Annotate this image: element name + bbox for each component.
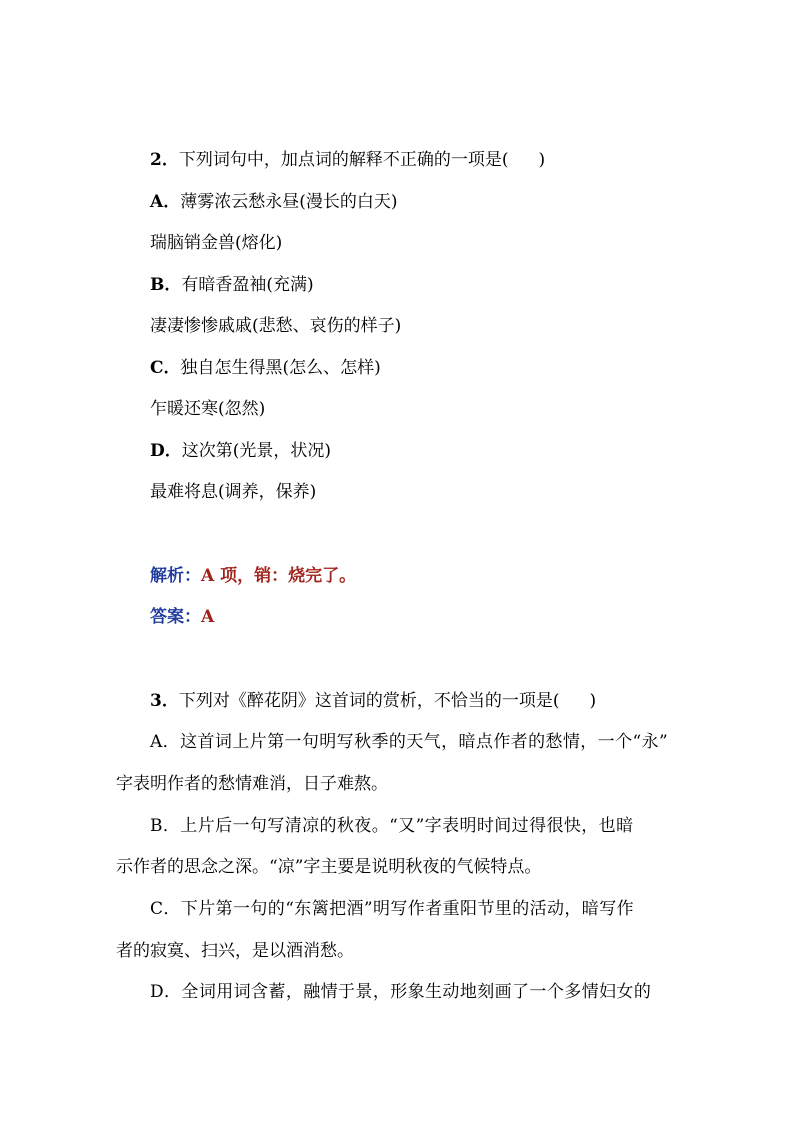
q3-line-a2 <box>116 773 388 795</box>
option-letter: C． <box>150 358 181 378</box>
option-text: 瑞脑销金兽(熔化) <box>150 233 283 253</box>
option-letter: B． <box>150 275 182 295</box>
option-text: 薄雾浓云愁永昼(漫长的白天) <box>180 192 398 212</box>
option-d <box>150 440 331 462</box>
option-letter: D． <box>150 441 182 461</box>
q3-line-c1 <box>150 898 634 920</box>
q3-line-text: A．这首词上片第一句明写秋季的天气，暗点作者的愁情，一个“永” <box>150 732 669 752</box>
answer <box>150 606 214 628</box>
question-stem-text: 下列对《醉花阴》这首词的赏析，不恰当的一项是( <box>178 691 560 711</box>
q3-line-b2 <box>116 856 541 878</box>
option-letter: A． <box>150 192 181 212</box>
option-a <box>150 191 397 213</box>
option-b <box>150 274 314 296</box>
question-number: 3． <box>150 691 179 711</box>
question-stem-end: ) <box>589 691 597 711</box>
option-d-second <box>150 481 316 503</box>
option-text: 有暗香盈袖(充满) <box>181 275 314 295</box>
option-a-second <box>150 232 282 254</box>
analysis <box>150 565 356 587</box>
q3-line-text: 字表明作者的愁情难消，日子难熬。 <box>116 774 388 794</box>
q3-line-text: C．下片第一句的“东篱把酒”明写作者重阳节里的活动，暗写作 <box>150 899 634 919</box>
option-text: 最难将息(调养，保养) <box>150 482 317 502</box>
answer-text: A <box>201 607 215 627</box>
question-number: 2． <box>150 150 179 170</box>
q3-line-text: D．全词用词含蓄，融情于景，形象生动地刻画了一个多情妇女的 <box>150 982 652 1002</box>
option-b-second <box>150 315 401 337</box>
option-text: 乍暖还寒(忽然) <box>150 399 266 419</box>
option-c <box>150 357 381 379</box>
q3-line-text: 示作者的思念之深。“凉”字主要是说明秋夜的气候特点。 <box>116 857 542 877</box>
question-stem-text: 下列词句中，加点词的解释不正确的一项是( <box>178 150 509 170</box>
q3-line-d1 <box>150 981 651 1003</box>
answer-label: 答案： <box>150 607 201 627</box>
option-text: 凄凄惨惨戚戚(悲愁、哀伤的样子) <box>150 316 402 336</box>
option-c-second <box>150 398 265 420</box>
analysis-text: A 项，销：烧完了。 <box>201 566 357 586</box>
question-3-stem <box>150 690 596 712</box>
q3-line-text: 者的寂寞、扫兴，是以酒消愁。 <box>116 941 354 961</box>
question-stem-end: ) <box>538 150 546 170</box>
q3-line-a1 <box>150 731 668 753</box>
option-text: 这次第(光景，状况) <box>181 441 332 461</box>
option-text: 独自怎生得黑(怎么、怎样) <box>180 358 381 378</box>
q3-line-b1 <box>150 815 633 837</box>
analysis-label: 解析： <box>150 566 201 586</box>
q3-line-text: B．上片后一句写清凉的秋夜。“又”字表明时间过得很快，也暗 <box>150 816 634 836</box>
question-2-stem <box>150 149 545 171</box>
q3-line-c2 <box>116 940 354 962</box>
